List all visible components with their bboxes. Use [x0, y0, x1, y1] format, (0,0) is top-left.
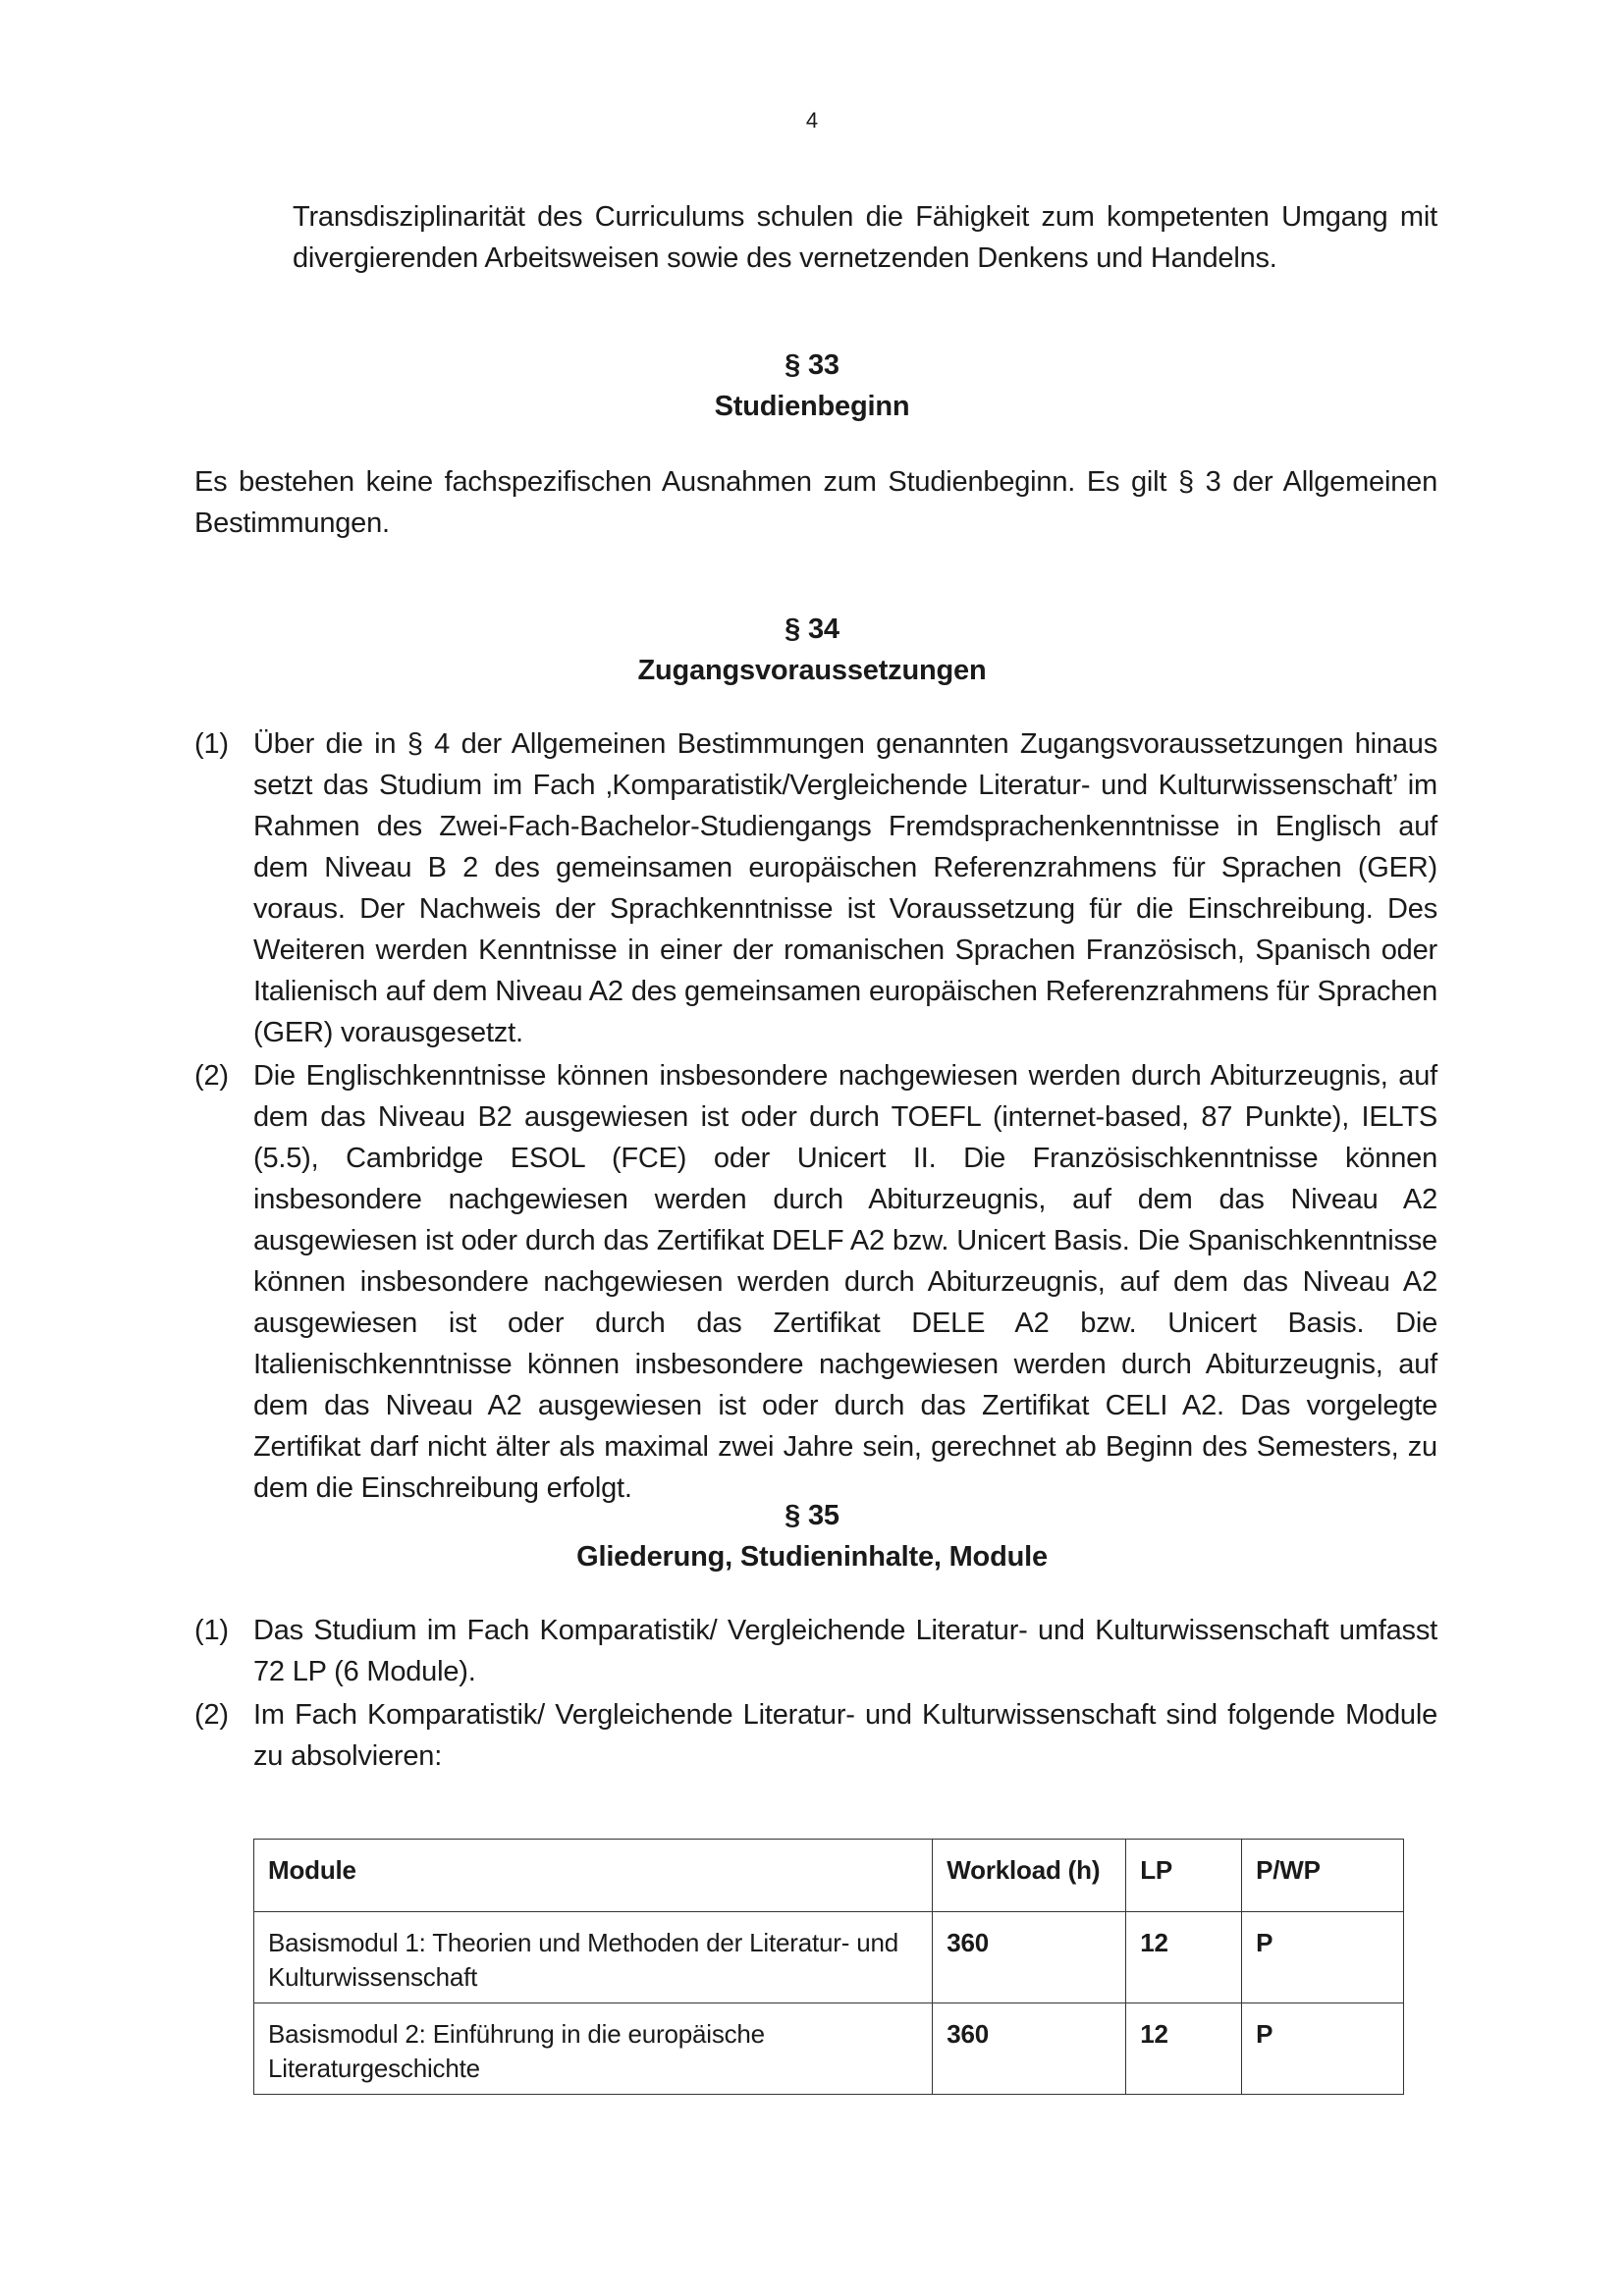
module-name: Basismodul 1: Theorien und Methoden der Literatur- und Kulturwissenschaft: [254, 1912, 933, 2003]
section-33-paragraph: Es bestehen keine fachspezifischen Ausnahmen zum Studienbeginn. Es gilt § 3 der Allgemeinen Bestimmungen.: [194, 466, 1437, 539]
section-33-number: § 33: [785, 349, 839, 381]
modules-table: [253, 1839, 1404, 2095]
module-pwp: P: [1242, 1912, 1404, 2003]
section-34-list: [194, 723, 1437, 1511]
module-lp: 12: [1126, 2003, 1242, 2095]
table-row: [254, 2003, 1404, 2095]
section-33-title: Studienbeginn: [714, 391, 910, 422]
item-number: (2): [194, 1060, 229, 1092]
module-pwp: P: [1242, 2003, 1404, 2095]
item-text: Über die in § 4 der Allgemeinen Bestimmungen genannten Zugangsvoraussetzungen hinaus setzt das Studium im Fach ‚Komparatistik/Vergleichende Literatur- und Kulturwissenschaft’ im Rahmen des Zwei-Fach-Bachelor-Studiengangs Fremdsprachenkenntnisse in Englisch auf dem Niveau B 2 des gemeinsamen europäischen Referenzrahmens für Sprachen (GER) voraus. Der Nachweis der Sprachkenntnisse ist Voraussetzung für die Einschreibung. Des Weiteren werden Kenntnisse in einer der romanischen Sprachen Französisch, Spanisch oder Italienisch auf dem Niveau A2 des gemeinsamen europäischen Referenzrahmens für Sprachen (GER) vorausgesetzt.: [253, 728, 1437, 1048]
item-number: (1): [194, 728, 229, 760]
section-35-list: [194, 1610, 1437, 1779]
section-34-title: Zugangsvoraussetzungen: [637, 655, 987, 686]
page-number: 4: [805, 108, 819, 133]
item-number: (2): [194, 1699, 229, 1731]
section-34-heading: [0, 609, 1624, 691]
section-35-number: § 35: [785, 1500, 839, 1531]
section-35-item-2: [194, 1694, 1437, 1777]
table-row: [254, 1912, 1404, 2003]
module-name: Basismodul 2: Einführung in die europäische Literaturgeschichte: [254, 2003, 933, 2095]
module-workload: 360: [933, 1912, 1126, 2003]
item-text: Das Studium im Fach Komparatistik/ Vergleichende Literatur- und Kulturwissenschaft umfasst 72 LP (6 Module).: [253, 1615, 1437, 1687]
section-34-item-2: [194, 1055, 1437, 1509]
section-35-item-1: [194, 1610, 1437, 1692]
column-header-module: Module: [254, 1840, 933, 1912]
module-lp: 12: [1126, 1912, 1242, 2003]
column-header-workload: Workload (h): [933, 1840, 1126, 1912]
item-number: (1): [194, 1615, 229, 1646]
item-text: Die Englischkenntnisse können insbesondere nachgewiesen werden durch Abiturzeugnis, auf dem das Niveau B2 ausgewiesen ist oder durch TOEFL (internet-based, 87 Punkte), IELTS (5.5), Cambridge ESOL (FCE) oder Unicert II. Die Französischkenntnisse können insbesondere nachgewiesen werden durch Abiturzeugnis, auf dem das Niveau A2 ausgewiesen ist oder durch das Zertifikat DELF A2 bzw. Unicert Basis. Die Spanischkenntnisse können insbesondere nachgewiesen werden durch Abiturzeugnis, auf dem das Niveau A2 ausgewiesen ist oder durch das Zertifikat DELE A2 bzw. Unicert Basis. Die Italienischkenntnisse können insbesondere nachgewiesen werden durch Abiturzeugnis, auf dem das Niveau A2 ausgewiesen ist oder durch das Zertifikat CELI A2. Das vorgelegte Zertifikat darf nicht älter als maximal zwei Jahre sein, gerechnet ab Beginn des Semesters, zu dem die Einschreibung erfolgt.: [253, 1060, 1437, 1504]
section-33-heading: [0, 345, 1624, 427]
item-text: Im Fach Komparatistik/ Vergleichende Literatur- und Kulturwissenschaft sind folgende Module zu absolvieren:: [253, 1699, 1437, 1772]
intro-paragraph: Transdisziplinarität des Curriculums schulen die Fähigkeit zum kompetenten Umgang mit divergierenden Arbeitsweisen sowie des vernetzenden Denkens und Handelns.: [293, 201, 1437, 274]
section-34-item-1: [194, 723, 1437, 1053]
module-workload: 360: [933, 2003, 1126, 2095]
column-header-lp: LP: [1126, 1840, 1242, 1912]
table-header-row: [254, 1840, 1404, 1912]
section-35-title: Gliederung, Studieninhalte, Module: [576, 1541, 1048, 1573]
column-header-pwp: P/WP: [1242, 1840, 1404, 1912]
section-34-number: § 34: [785, 614, 839, 645]
section-35-heading: [0, 1495, 1624, 1577]
